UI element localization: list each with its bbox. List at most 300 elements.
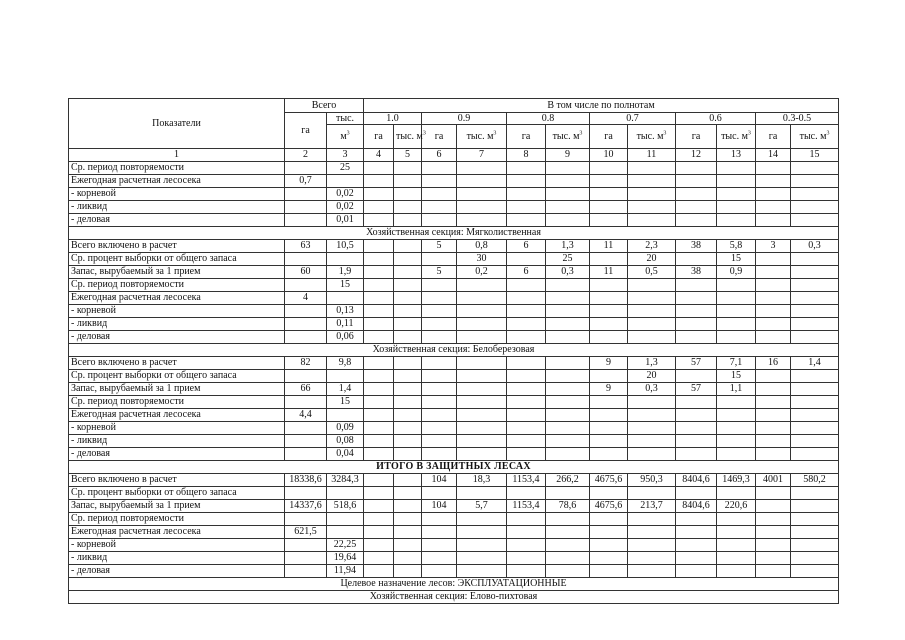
table-cell: [394, 175, 422, 188]
table-cell: [394, 370, 422, 383]
table-cell: [327, 292, 364, 305]
section-row: [69, 227, 839, 240]
table-cell: 1153,4: [507, 500, 546, 513]
table-cell: [676, 409, 717, 422]
table-cell: 0,7: [285, 175, 327, 188]
table-cell: [364, 331, 394, 344]
table-cell: [327, 253, 364, 266]
table-cell: 11: [590, 266, 628, 279]
table-cell: [590, 370, 628, 383]
row-label: - ликвид: [69, 552, 285, 565]
table-cell: [628, 318, 676, 331]
table-cell: [676, 175, 717, 188]
row-label: - корневой: [69, 422, 285, 435]
table-cell: [285, 513, 327, 526]
table-cell: [546, 162, 590, 175]
table-cell: [507, 279, 546, 292]
table-cell: [285, 253, 327, 266]
table-cell: [791, 201, 839, 214]
table-cell: 0,8: [457, 240, 507, 253]
table-cell: [394, 526, 422, 539]
table-row: [69, 474, 839, 487]
table-cell: [756, 383, 791, 396]
table-cell: [756, 448, 791, 461]
table-cell: [717, 318, 756, 331]
table-cell: [590, 253, 628, 266]
table-cell: [546, 552, 590, 565]
table-cell: [364, 175, 394, 188]
table-cell: 63: [285, 240, 327, 253]
table-cell: [628, 305, 676, 318]
table-cell: [394, 318, 422, 331]
table-cell: [507, 331, 546, 344]
table-row: [69, 383, 839, 396]
section-row: [69, 591, 839, 604]
table-cell: 5,7: [457, 500, 507, 513]
table-cell: [546, 188, 590, 201]
table-cell: [546, 318, 590, 331]
table-cell: [756, 396, 791, 409]
table-cell: [394, 383, 422, 396]
table-cell: [457, 318, 507, 331]
table-cell: [285, 396, 327, 409]
table-cell: [628, 435, 676, 448]
table-cell: [717, 396, 756, 409]
table-cell: [457, 565, 507, 578]
table-cell: [507, 552, 546, 565]
row-label: Ежегодная расчетная лесосека: [69, 175, 285, 188]
table-cell: 4675,6: [590, 500, 628, 513]
table-cell: [285, 331, 327, 344]
table-cell: [457, 188, 507, 201]
table-cell: 6: [507, 240, 546, 253]
table-row: [69, 279, 839, 292]
table-cell: [364, 266, 394, 279]
table-cell: [791, 318, 839, 331]
table-cell: [717, 305, 756, 318]
table-cell: [546, 305, 590, 318]
table-cell: [394, 201, 422, 214]
table-cell: 25: [546, 253, 590, 266]
table-cell: 266,2: [546, 474, 590, 487]
table-row: [69, 266, 839, 279]
table-cell: [394, 448, 422, 461]
table-cell: [717, 565, 756, 578]
table-cell: 9: [590, 357, 628, 370]
table-cell: [394, 539, 422, 552]
table-cell: [364, 565, 394, 578]
table-cell: [546, 292, 590, 305]
table-cell: [628, 526, 676, 539]
table-cell: [676, 318, 717, 331]
column-number: 1: [69, 149, 285, 162]
table-cell: [457, 370, 507, 383]
table-cell: [676, 305, 717, 318]
table-cell: 580,2: [791, 474, 839, 487]
table-cell: [457, 162, 507, 175]
table-cell: [756, 253, 791, 266]
forest-calculation-table: [68, 98, 839, 604]
table-cell: 15: [327, 279, 364, 292]
table-cell: [791, 175, 839, 188]
table-cell: [756, 318, 791, 331]
table-cell: [628, 331, 676, 344]
table-cell: [628, 175, 676, 188]
table-cell: [507, 188, 546, 201]
table-cell: [507, 513, 546, 526]
table-cell: [285, 448, 327, 461]
table-cell: [590, 448, 628, 461]
table-cell: [507, 487, 546, 500]
table-cell: [285, 318, 327, 331]
table-cell: [507, 318, 546, 331]
table-cell: [676, 422, 717, 435]
table-cell: [546, 487, 590, 500]
table-cell: 4675,6: [590, 474, 628, 487]
table-cell: [394, 552, 422, 565]
row-label: - ликвид: [69, 435, 285, 448]
table-cell: [590, 513, 628, 526]
table-cell: 0,5: [628, 266, 676, 279]
table-cell: 0,3: [546, 266, 590, 279]
table-cell: [364, 448, 394, 461]
table-cell: [717, 331, 756, 344]
table-cell: [285, 487, 327, 500]
table-cell: 38: [676, 240, 717, 253]
table-cell: [394, 305, 422, 318]
table-cell: [364, 305, 394, 318]
table-cell: [394, 487, 422, 500]
section-title: Хозяйственная секция: Белоберезовая: [69, 344, 839, 357]
column-number: 13: [717, 149, 756, 162]
column-number: 2: [285, 149, 327, 162]
table-cell: 1153,4: [507, 474, 546, 487]
header-polnota: 0.7: [590, 113, 676, 125]
table-cell: [590, 409, 628, 422]
table-cell: [457, 435, 507, 448]
column-number: 8: [507, 149, 546, 162]
table-cell: [422, 513, 457, 526]
table-cell: [364, 409, 394, 422]
table-cell: [676, 539, 717, 552]
table-cell: [422, 435, 457, 448]
table-cell: 518,6: [327, 500, 364, 513]
table-cell: [791, 422, 839, 435]
table-cell: [590, 175, 628, 188]
table-cell: [791, 266, 839, 279]
table-cell: [507, 305, 546, 318]
table-cell: [457, 175, 507, 188]
table-cell: [422, 253, 457, 266]
table-cell: [676, 253, 717, 266]
table-cell: 3284,3: [327, 474, 364, 487]
table-cell: 8404,6: [676, 500, 717, 513]
table-cell: [546, 448, 590, 461]
header-polnota: 1.0: [364, 113, 422, 125]
table-cell: [327, 175, 364, 188]
table-cell: [628, 552, 676, 565]
table-cell: [717, 188, 756, 201]
table-row: [69, 175, 839, 188]
table-cell: 8404,6: [676, 474, 717, 487]
table-cell: [327, 513, 364, 526]
table-cell: 82: [285, 357, 327, 370]
table-cell: [756, 539, 791, 552]
row-label: - корневой: [69, 188, 285, 201]
table-cell: [590, 396, 628, 409]
table-cell: [590, 214, 628, 227]
section-row: [69, 344, 839, 357]
table-cell: [394, 162, 422, 175]
table-cell: [676, 565, 717, 578]
row-label: Ср. процент выборки от общего запаса: [69, 487, 285, 500]
table-cell: [327, 409, 364, 422]
table-cell: [327, 487, 364, 500]
table-cell: [756, 331, 791, 344]
table-cell: 20: [628, 370, 676, 383]
table-cell: [394, 266, 422, 279]
table-cell: [507, 448, 546, 461]
header-polnota: 0.8: [507, 113, 590, 125]
table-cell: [394, 279, 422, 292]
table-cell: [676, 513, 717, 526]
table-cell: [457, 539, 507, 552]
table-cell: [507, 214, 546, 227]
table-cell: [628, 513, 676, 526]
table-cell: [590, 539, 628, 552]
table-cell: [590, 201, 628, 214]
table-cell: [717, 526, 756, 539]
table-cell: [717, 552, 756, 565]
table-cell: [285, 565, 327, 578]
table-cell: [546, 409, 590, 422]
table-cell: 0,3: [628, 383, 676, 396]
table-cell: 950,3: [628, 474, 676, 487]
header-tys-m3: тыс. $м^3$: [628, 125, 676, 149]
table-cell: [285, 201, 327, 214]
table-cell: [628, 292, 676, 305]
row-label: Ср. период повторяемости: [69, 513, 285, 526]
table-cell: [394, 240, 422, 253]
table-cell: [628, 539, 676, 552]
row-label: Ср. период повторяемости: [69, 162, 285, 175]
table-cell: [756, 565, 791, 578]
table-cell: [546, 201, 590, 214]
table-cell: [394, 422, 422, 435]
table-cell: [717, 409, 756, 422]
table-cell: [457, 357, 507, 370]
table-cell: [457, 305, 507, 318]
table-cell: [457, 396, 507, 409]
table-cell: [327, 370, 364, 383]
table-cell: [791, 370, 839, 383]
header-ga: га: [364, 125, 394, 149]
table-cell: [756, 487, 791, 500]
header-tys-m3: тыс. $м^3$: [717, 125, 756, 149]
table-cell: [546, 331, 590, 344]
table-cell: 0,9: [717, 266, 756, 279]
table-cell: [791, 513, 839, 526]
row-label: Всего включено в расчет: [69, 474, 285, 487]
table-cell: [791, 305, 839, 318]
table-cell: [364, 396, 394, 409]
table-cell: [590, 435, 628, 448]
table-cell: [394, 188, 422, 201]
table-cell: 0,3: [791, 240, 839, 253]
table-cell: [628, 396, 676, 409]
table-cell: [546, 565, 590, 578]
table-cell: [364, 422, 394, 435]
table-row: [69, 240, 839, 253]
table-cell: 0,04: [327, 448, 364, 461]
table-cell: 104: [422, 500, 457, 513]
table-cell: 30: [457, 253, 507, 266]
table-row: [69, 396, 839, 409]
section-row: [69, 461, 839, 474]
table-row: [69, 331, 839, 344]
table-cell: 1,3: [546, 240, 590, 253]
table-cell: 18338,6: [285, 474, 327, 487]
table-cell: [676, 162, 717, 175]
table-cell: [590, 162, 628, 175]
table-cell: [422, 539, 457, 552]
header-polnota: 0.9: [422, 113, 507, 125]
table-cell: [717, 175, 756, 188]
table-cell: [791, 253, 839, 266]
header-v-tom-chisle: В том числе по полнотам: [364, 99, 839, 113]
row-label: Ежегодная расчетная лесосека: [69, 292, 285, 305]
column-number: 10: [590, 149, 628, 162]
column-number: 4: [364, 149, 394, 162]
table-cell: [507, 357, 546, 370]
table-cell: [546, 396, 590, 409]
table-cell: [422, 305, 457, 318]
table-cell: [791, 331, 839, 344]
section-title: Целевое назначение лесов: ЭКСПЛУАТАЦИОННЫЕ: [69, 578, 839, 591]
table-cell: [791, 500, 839, 513]
header-tys-m3: тыс. $м^3$: [546, 125, 590, 149]
table-cell: [756, 526, 791, 539]
table-cell: 0,11: [327, 318, 364, 331]
table-cell: [394, 500, 422, 513]
table-cell: [364, 539, 394, 552]
table-cell: [285, 305, 327, 318]
table-cell: [546, 175, 590, 188]
table-cell: [791, 188, 839, 201]
table-cell: [422, 370, 457, 383]
table-row: [69, 487, 839, 500]
table-cell: [422, 162, 457, 175]
table-cell: [422, 487, 457, 500]
table-cell: 6: [507, 266, 546, 279]
table-cell: 16: [756, 357, 791, 370]
table-cell: [590, 331, 628, 344]
table-cell: [394, 331, 422, 344]
column-number: 11: [628, 149, 676, 162]
header-polnota: 0.6: [676, 113, 756, 125]
table-cell: 4001: [756, 474, 791, 487]
header-vsego: Всего: [285, 99, 364, 113]
table-cell: [507, 435, 546, 448]
table-cell: [394, 214, 422, 227]
table-cell: [590, 318, 628, 331]
table-cell: [422, 552, 457, 565]
table-cell: [546, 539, 590, 552]
table-cell: [457, 409, 507, 422]
table-cell: [590, 422, 628, 435]
table-cell: [756, 422, 791, 435]
table-cell: [457, 214, 507, 227]
row-label: - деловая: [69, 331, 285, 344]
table-cell: [422, 318, 457, 331]
table-cell: [717, 162, 756, 175]
table-cell: [507, 175, 546, 188]
row-label: Ср. период повторяемости: [69, 279, 285, 292]
table-cell: [364, 500, 394, 513]
table-cell: [394, 253, 422, 266]
column-number: 3: [327, 149, 364, 162]
table-cell: [756, 370, 791, 383]
table-cell: [364, 188, 394, 201]
table-cell: [676, 214, 717, 227]
table-cell: [717, 513, 756, 526]
table-cell: 0,09: [327, 422, 364, 435]
table-cell: [364, 214, 394, 227]
table-cell: [676, 435, 717, 448]
table-cell: 104: [422, 474, 457, 487]
table-cell: [756, 175, 791, 188]
table-cell: [628, 201, 676, 214]
table-cell: [546, 513, 590, 526]
header-ga: га: [676, 125, 717, 149]
header-polnota: 0.3-0.5: [756, 113, 839, 125]
table-cell: [394, 565, 422, 578]
table-cell: [507, 162, 546, 175]
section-title: Хозяйственная секция: Мягколиственная: [69, 227, 839, 240]
table-cell: 5: [422, 240, 457, 253]
table-cell: [676, 396, 717, 409]
table-row: [69, 370, 839, 383]
table-cell: [394, 435, 422, 448]
table-cell: 25: [327, 162, 364, 175]
table-cell: [364, 318, 394, 331]
header-tys-m3: тыс. $м^3$: [394, 125, 422, 149]
table-cell: [364, 487, 394, 500]
table-cell: [422, 448, 457, 461]
table-row: [69, 409, 839, 422]
table-cell: [546, 526, 590, 539]
table-cell: [457, 201, 507, 214]
table-cell: 1,4: [327, 383, 364, 396]
table-cell: [756, 162, 791, 175]
table-cell: [628, 409, 676, 422]
table-row: [69, 448, 839, 461]
table-cell: [507, 383, 546, 396]
table-cell: [422, 565, 457, 578]
table-cell: [507, 292, 546, 305]
table-cell: [717, 435, 756, 448]
table-cell: [507, 396, 546, 409]
table-cell: [791, 539, 839, 552]
table-cell: [590, 552, 628, 565]
table-cell: [791, 435, 839, 448]
table-cell: [756, 266, 791, 279]
table-row: [69, 214, 839, 227]
table-row: [69, 500, 839, 513]
column-number: 5: [394, 149, 422, 162]
table-cell: [285, 435, 327, 448]
row-label: Запас, вырубаемый за 1 прием: [69, 383, 285, 396]
